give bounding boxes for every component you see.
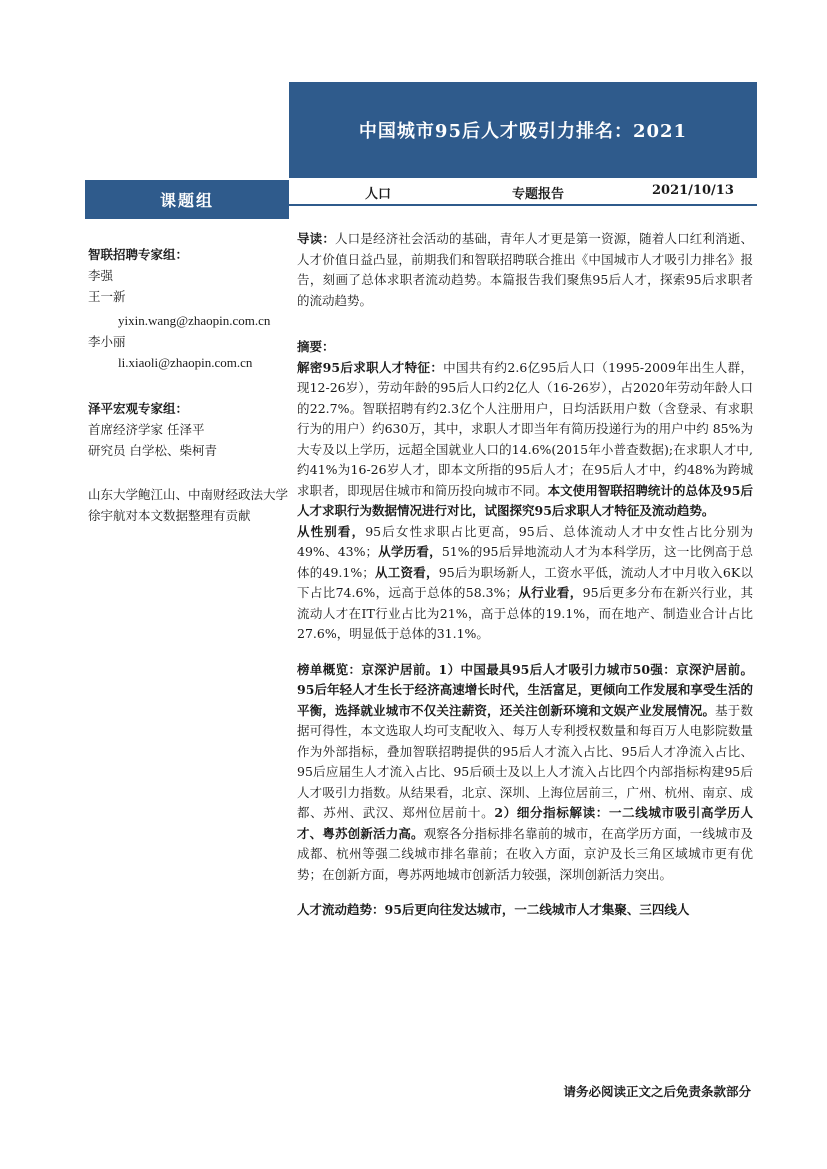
- paragraph-dimensions: [297, 522, 753, 645]
- dimension-text: 95后女性求职占比更高，95后、总体流动人才中女性占比分别为49%、43%；: [297, 523, 753, 559]
- zhaopin-group-title: 智联招聘专家组：: [88, 247, 189, 262]
- author-email[interactable]: yixin.wang@zhaopin.com.cn: [118, 313, 271, 328]
- disclaimer-footer: 请务必阅读正文之后免责条款部分: [563, 1084, 751, 1099]
- author-name: 李强: [88, 268, 114, 283]
- paragraph-flow-trend: [297, 900, 753, 921]
- flow-trend-bold-text: 人才流动趋势：95后更向往发达城市，一二线城市人才集聚、三四线人: [297, 902, 690, 917]
- authors-sidebar: [88, 244, 288, 526]
- ranking-bold-text-2: 2）细分指标解读：一二线城市吸引高学历人才、粤苏创新活力高。: [297, 805, 753, 841]
- dimension-label-gender: 从性别看，: [297, 523, 366, 539]
- main-body: [297, 229, 753, 921]
- report-type: 专题报告: [512, 187, 565, 202]
- section-label: 解密95后求职人才特征：: [297, 359, 444, 375]
- acknowledgement: 山东大学鲍江山、中南财经政法大学徐宇航对本文数据整理有贡献: [88, 487, 289, 523]
- report-date: 2021/10/13: [652, 183, 734, 198]
- paragraph-ranking-overview: [297, 660, 753, 886]
- author-email[interactable]: li.xiaoli@zhaopin.com.cn: [118, 355, 253, 370]
- author-name: 王一新: [88, 289, 126, 304]
- intro-text: 人口是经济社会活动的基础，青年人才更是第一资源，随着人口红利消逝、人才价值日益凸显，前期我们和智联招聘联合推出《中国城市人才吸引力排名》报告，刻画了总体求职者流动趋势。本篇报告我们聚焦95后人才，探索95后求职者的流动趋势。: [297, 231, 753, 308]
- ranking-text: 基于数据可得性，本文选取人均可支配收入、每万人专利授权数量和每百万人电影院数量作为外部指标，叠加智联招聘提供的95后人才流入占比、95后人才净流入占比、95后应届生人才流入占比、95后硕士及以上人才流入占比四个内部指标构建95后人才吸引力指数。从结果看，北京、深圳、上海位居前三，广州、杭州、南京、成都、苏州、武汉、郑州位居前十。: [297, 702, 753, 820]
- section-bold-text: 本文使用智联招聘统计的总体及95后人才求职行为数据情况进行对比，试图探究95后求职人才特征及流动趋势。: [297, 482, 753, 518]
- section-text: 中国共有约2.6亿95后人口（1995-2009年出生人群，现12-26岁），劳动年龄的95后人口约2亿人（16-26岁），占2020年劳动年龄人口的22.7%。智联招聘有约2.3亿个人注册用户，日均活跃用户数（含登录、有求职行为的用户）约630万，其中，求职人才即当年有简历投递行为的用户中约 85%为大专及以上学历，远超全国就业人口的14.6%(2015年小普查数据);在求职人才中,约41%为16-26岁人才，即本文所指的95后人才；在95后人才中，约48%为跨城求职者，即现居住城市和简历投向城市不同。: [297, 359, 753, 498]
- ranking-bold-text: 榜单概览：京深沪居前。1）中国最具95后人才吸引力城市50强：京深沪居前。95后年轻人才生长于经济高速增长时代，生活富足，更倾向工作发展和享受生活的平衡，选择就业城市不仅关注薪资，还关注创新环境和文娱产业发展情况。: [297, 661, 753, 718]
- report-title: 中国城市95后人才吸引力排名：2021: [289, 82, 757, 178]
- intro-label: 导读：: [297, 231, 336, 246]
- dimension-label-education: 从学历看，: [378, 544, 442, 559]
- dimension-label-salary: 从工资看，: [374, 564, 439, 580]
- report-category: 人口: [365, 187, 392, 202]
- research-group-label: 课题组: [85, 180, 289, 219]
- zeping-group-title: 泽平宏观专家组：: [88, 401, 189, 416]
- researcher-line: 研究员 白学松、柴柯青: [88, 443, 217, 458]
- summary-heading: [297, 337, 753, 358]
- dimension-label-industry: 从行业看，: [517, 585, 583, 600]
- dimension-text: 95后为职场新人，工资水平低，流动人才中月收入6K以下占比74.6%，远高于总体的58.3%；: [297, 564, 753, 600]
- dimension-text: 95后更多分布在新兴行业，其流动人才在IT行业占比为21%，高于总体的19.1%，而在地产、制造业合计占比27.6%，明显低于总体的31.1%。: [297, 585, 753, 641]
- intro-paragraph: [297, 229, 753, 311]
- author-name: 李小丽: [88, 334, 126, 349]
- economist-line: 首席经济学家 任泽平: [88, 422, 205, 437]
- header-divider: [289, 204, 757, 206]
- ranking-text-2: 观察各分指标排名靠前的城市，在高学历方面，一线城市及成都、杭州等强二线城市排名靠前；在收入方面，京沪及长三角区域城市更有优势；在创新方面，粤苏两地城市创新活力较强，深圳创新活力突出。: [297, 825, 753, 882]
- dimension-text: 51%的95后异地流动人才为本科学历，这一比例高于总体的49.1%；: [297, 544, 753, 580]
- summary-label: 摘要：: [297, 339, 335, 354]
- paragraph-talent-features: [297, 358, 753, 522]
